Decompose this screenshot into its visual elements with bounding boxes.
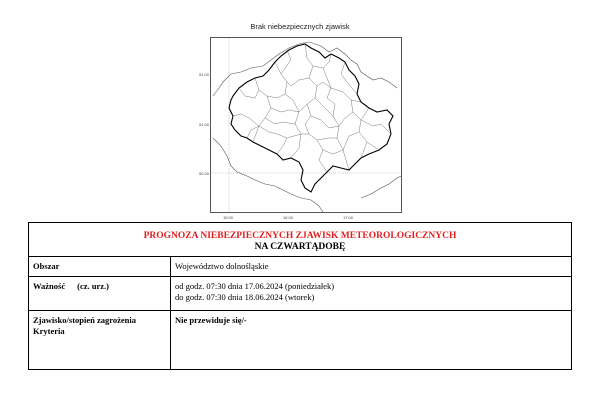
lat-label-1: 51.00 (199, 72, 210, 77)
lon-label-2: 16.00 (283, 215, 294, 220)
phenomenon-value: Nie przewiduje się/- (175, 315, 247, 325)
phenomenon-row (29, 311, 571, 369)
lat-label-3: 50.00 (199, 171, 210, 176)
lon-label-1: 15.00 (223, 215, 234, 220)
validity-label: Ważność (33, 281, 66, 291)
lat-label-2: 51.00 (199, 122, 210, 127)
forecast-header (29, 223, 571, 257)
area-row (29, 257, 571, 277)
validity-to: do godz. 07:30 dnia 18.06.2024 (wtorek) (175, 292, 315, 302)
criteria-label: Kryteria (33, 326, 65, 336)
validity-label-cell (29, 277, 171, 310)
validity-from: od godz. 07:30 dnia 17.06.2024 (poniedziałek) (175, 281, 335, 291)
area-value: Województwo dolnośląskie (175, 261, 269, 271)
area-label: Obszar (29, 257, 171, 276)
forecast-subtitle: NA CZWARTĄDOBĘ (254, 242, 346, 252)
phenomenon-label: Zjawisko/stopień zagrożenia (33, 315, 137, 325)
map-svg (211, 38, 401, 212)
phenomenon-label-cell (29, 311, 171, 369)
validity-unit: (cz. urz.) (77, 281, 109, 291)
validity-value-cell (171, 277, 571, 310)
forecast-table (28, 222, 572, 370)
lon-label-3: 17.00 (343, 215, 354, 220)
forecast-title: PROGNOZA NIEBEZPIECZNYCH ZJAWISK METEOROLOGICZNYCH (143, 231, 457, 241)
region-map (199, 37, 402, 220)
map-title: Brak niebezpiecznych zjawisk (250, 22, 350, 31)
validity-row (29, 277, 571, 311)
